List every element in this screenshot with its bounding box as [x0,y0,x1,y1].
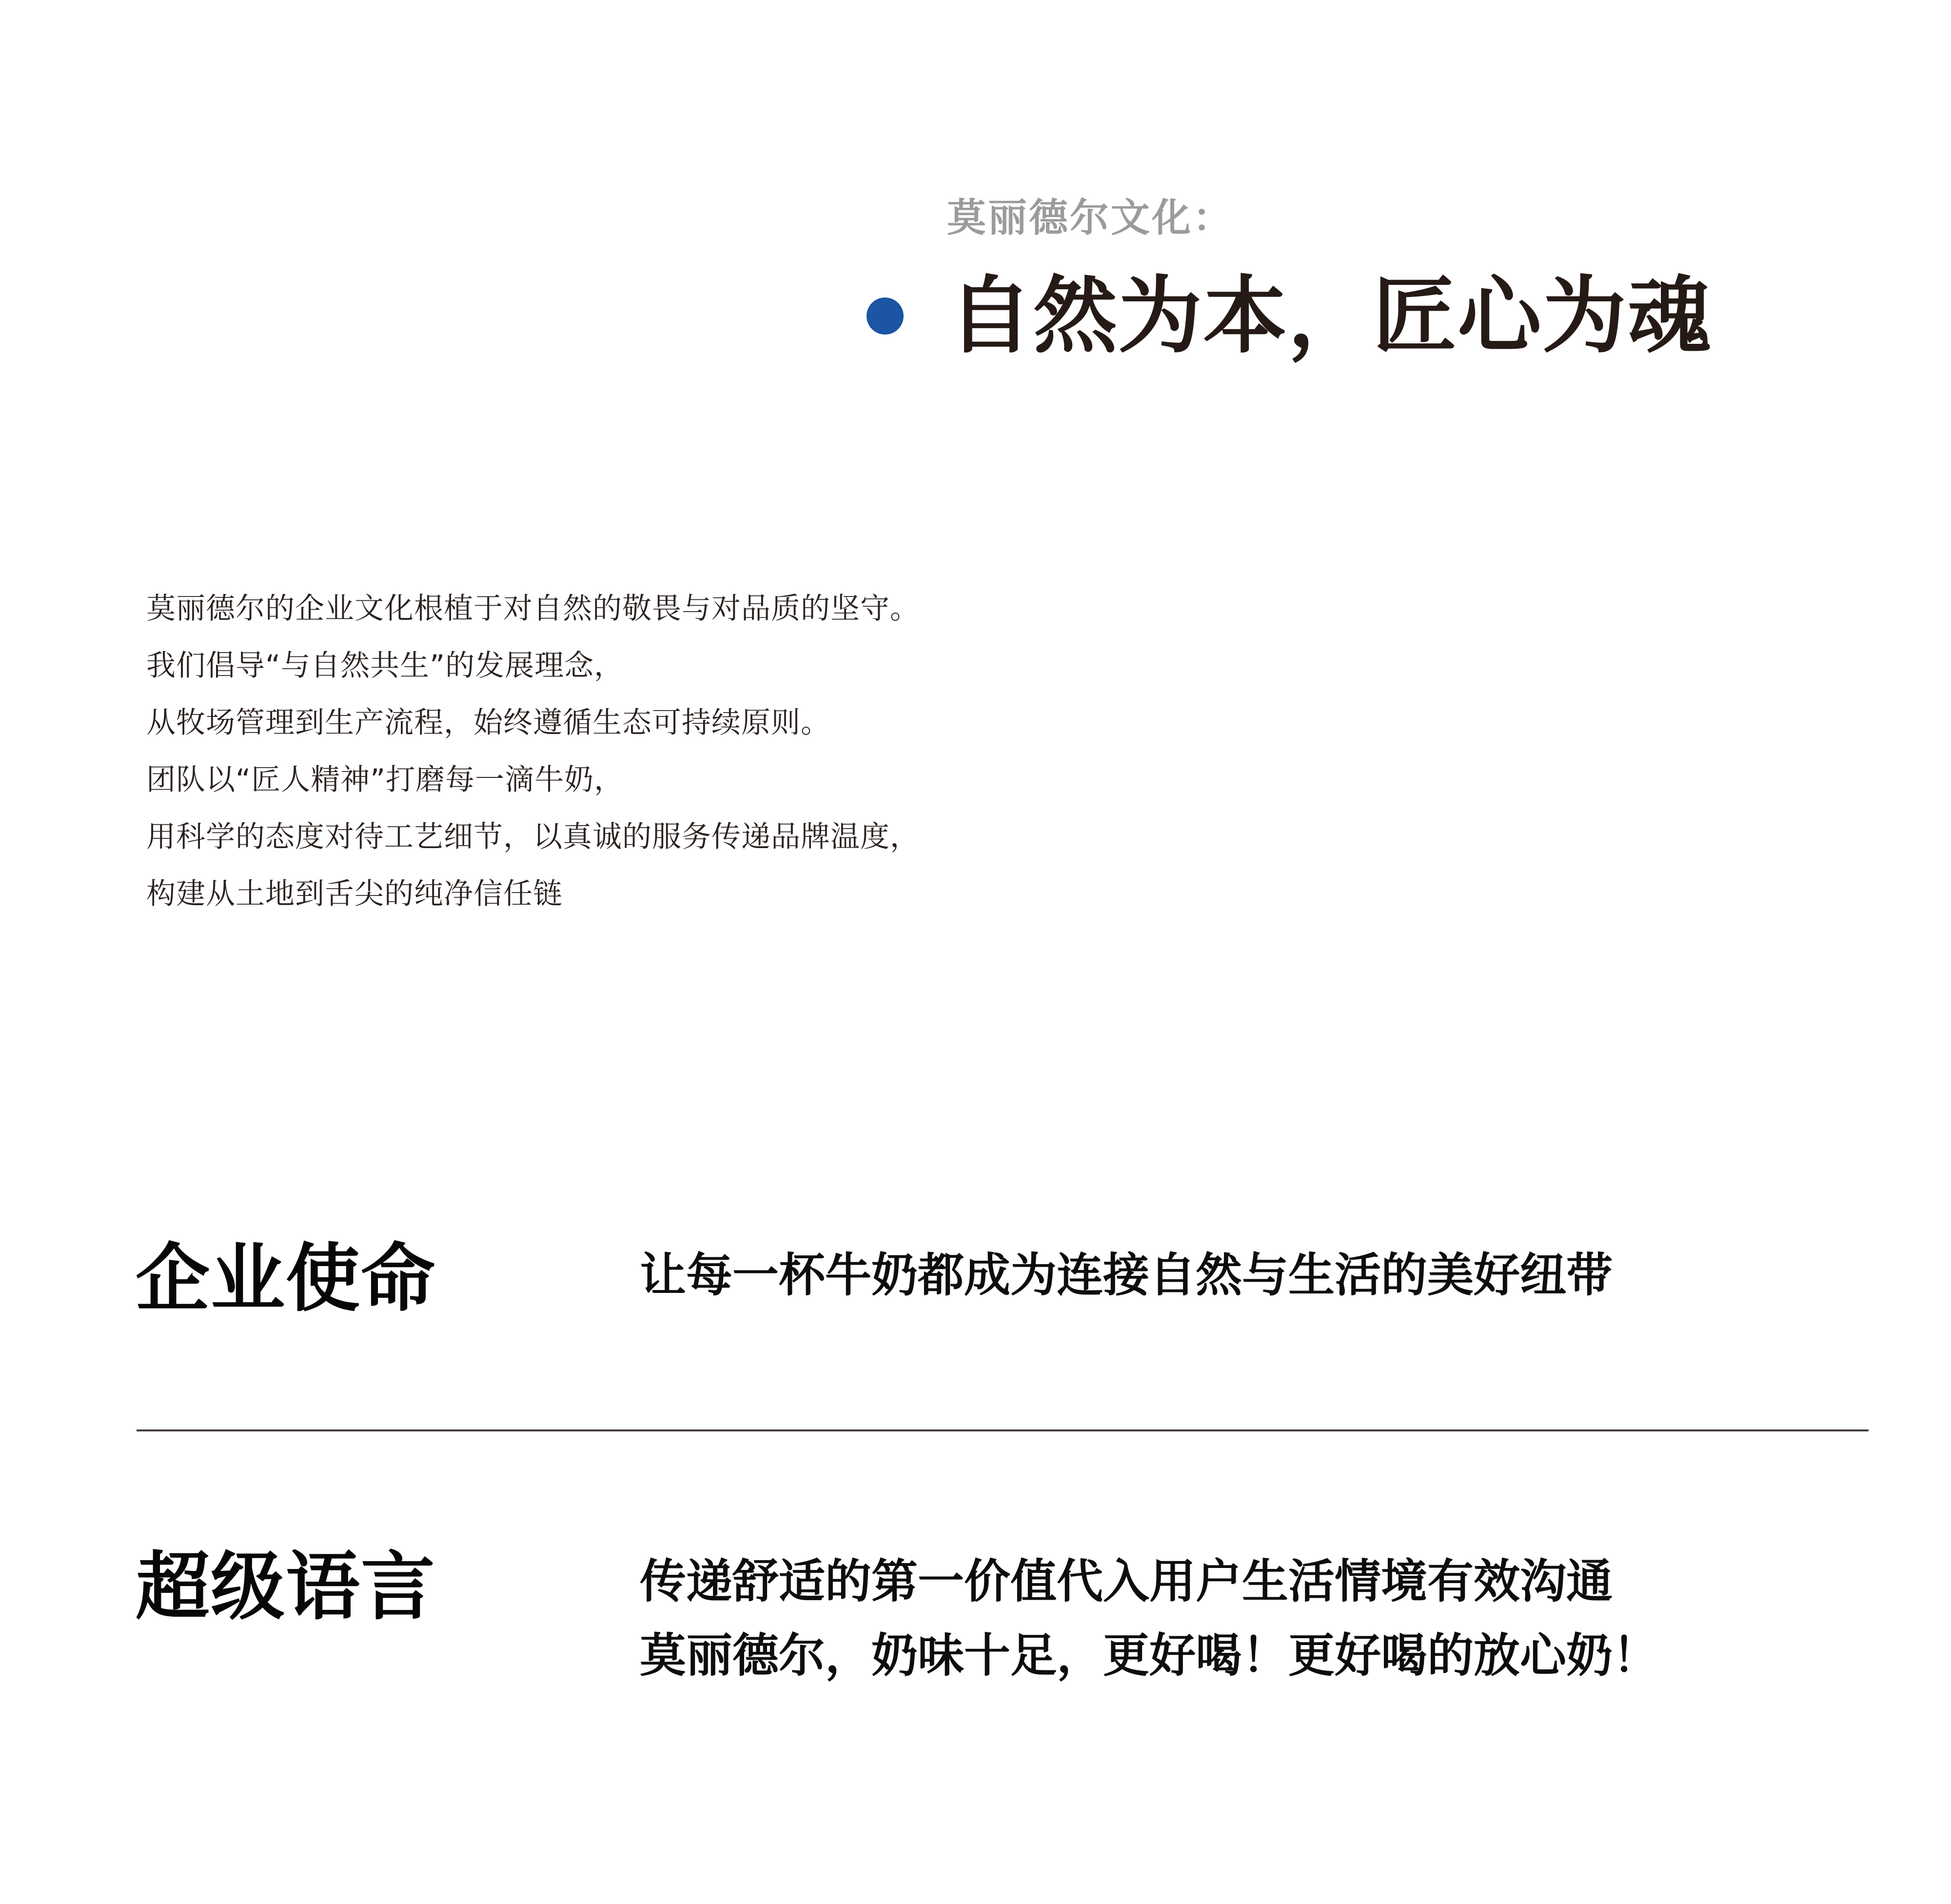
intro-line: 莫丽德尔的企业文化根植于对自然的敬畏与对品质的坚守。 [146,592,920,626]
section-kicker: 莫丽德尔文化： [947,195,1234,240]
intro-paragraph [146,580,920,923]
intro-line: 从牧场管理到生产流程，始终遵循生态可持续原则。 [146,706,830,740]
intro-line: 用科学的态度对待工艺细节，以真诚的服务传递品牌温度， [146,820,920,854]
intro-line: 我们倡导“与自然共生”的发展理念， [146,649,624,683]
super-language-line: 莫丽德尔，奶味十足，更好喝！更好喝的放心奶！ [640,1629,1659,1683]
title-row [867,269,1712,363]
super-language-line: 传递舒适的第一价值代入用户生活情境有效沟通 [640,1555,1613,1608]
mission-heading: 企业使命 [136,1235,436,1322]
super-language-heading: 超级语言 [136,1544,436,1630]
page-title: 自然为本，匠心为魂 [948,267,1712,365]
mission-text: 让每一杯牛奶都成为连接自然与生活的美好纽带 [640,1249,1613,1302]
section-divider [137,1429,1869,1431]
intro-line: 团队以“匠人精神”打磨每一滴牛奶， [146,763,624,797]
bullet-dot-icon [867,298,904,335]
intro-line: 构建从土地到舌尖的纯净信任链 [146,877,563,911]
